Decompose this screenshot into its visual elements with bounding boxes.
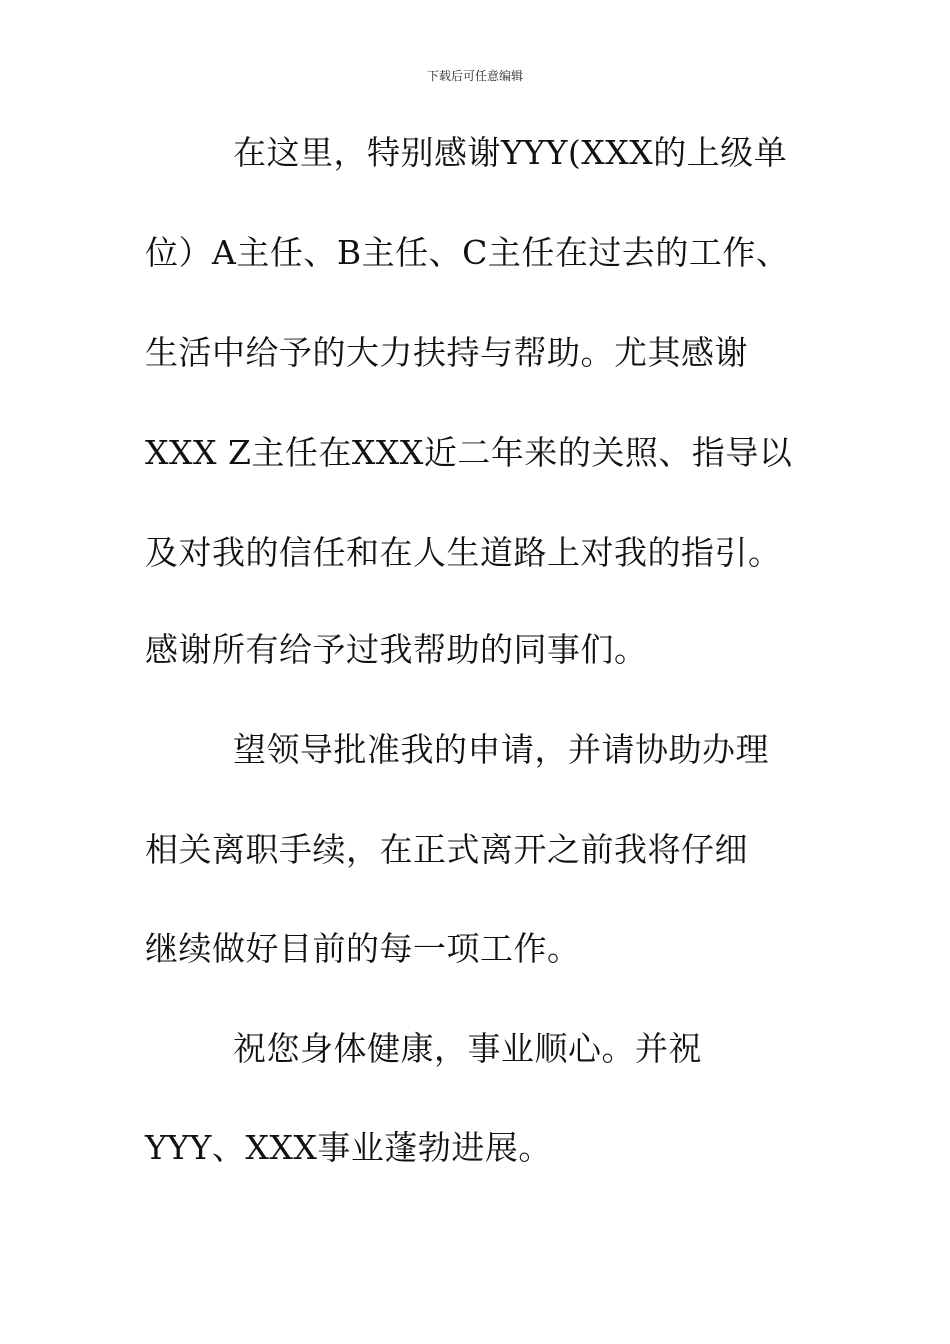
paragraph-line-5: 及对我的信任和在人生道路上对我的指引。 [145,533,782,572]
paragraph-line-4: XXX Z主任在XXX近二年来的关照、指导以 [145,433,793,472]
header-note: 下载后可任意编辑 [426,69,523,83]
paragraph-line-7: 望领导批准我的申请，并请协助办理 [233,730,769,769]
paragraph-line-10: 祝您身体健康，事业顺心。并祝 [233,1029,702,1068]
paragraph-line-9: 继续做好目前的每一项工作。 [145,929,581,968]
paragraph-line-2: 位）A主任、B主任、C主任在过去的工作、 [145,233,790,272]
paragraph-line-11: YYY、XXX事业蓬勃进展。 [145,1128,552,1167]
paragraph-line-3: 生活中给予的大力扶持与帮助。尤其感谢 [145,333,748,372]
paragraph-line-1: 在这里，特别感谢YYY(XXX的上级单 [233,133,788,172]
paragraph-line-8: 相关离职手续，在正式离开之前我将仔细 [145,830,748,869]
paragraph-line-6: 感谢所有给予过我帮助的同事们。 [145,630,648,669]
